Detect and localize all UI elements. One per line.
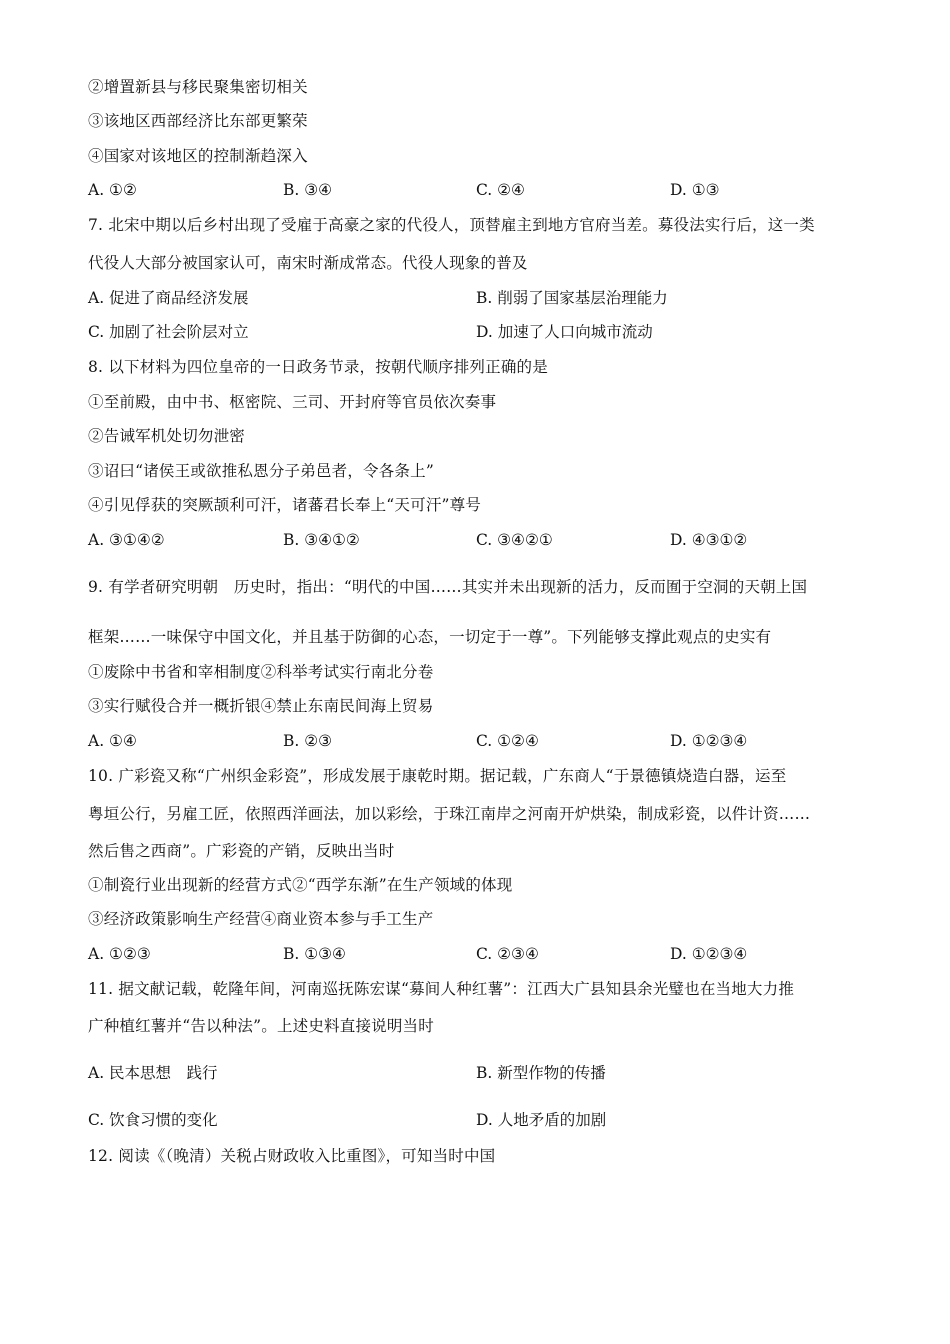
q10-stem-line-2: 粤垣公行，另雇工匠，依照西洋画法，加以彩绘，于珠江南岸之河南开炉烘染，制成彩瓷，以件计资…… (88, 805, 811, 823)
q6-option-c: C. ②④ (476, 181, 525, 199)
q8-item-1: ①至前殿，由中书、枢密院、三司、开封府等官员依次奏事 (88, 393, 497, 411)
q8-item-4: ④引见俘获的突厥颉利可汗，诸蕃君长奉上“天可汗”尊号 (88, 496, 482, 514)
q11-stem-line-2: 广种植红薯并“告以种法”。上述史料直接说明当时 (88, 1017, 434, 1035)
q7-stem-line-1: 7. 北宋中期以后乡村出现了受雇于高豪之家的代役人，顶替雇主到地方官府当差。募役法实行后，这一类 (88, 216, 815, 234)
q10-items-line-1: ①制瓷行业出现新的经营方式②“西学东渐”在生产领域的体现 (88, 876, 513, 894)
q9-option-d: D. ①②③④ (670, 732, 748, 750)
q11-option-b: B. 新型作物的传播 (476, 1064, 606, 1082)
q7-option-b: B. 削弱了国家基层治理能力 (476, 289, 668, 307)
q8-option-c: C. ③④②① (476, 531, 553, 549)
q9-items-line-1: ①废除中书省和宰相制度②科举考试实行南北分卷 (88, 663, 434, 681)
q10-items-line-2: ③经济政策影响生产经营④商业资本参与手工生产 (88, 910, 434, 928)
q6-option-b: B. ③④ (283, 181, 333, 199)
q7-stem-line-2: 代役人大部分被国家认可，南宋时渐成常态。代役人现象的普及 (88, 254, 528, 272)
q10-option-d: D. ①②③④ (670, 945, 748, 963)
q10-stem-line-3: 然后售之西商”。广彩瓷的产销，反映出当时 (88, 842, 395, 860)
q11-stem-line-1: 11. 据文献记载，乾隆年间，河南巡抚陈宏谋“募间人种红薯”：江西大广县知县余光璧也在当地大力推 (88, 980, 795, 998)
q6-option-a: A. ①② (88, 181, 137, 199)
q10-stem-line-1: 10. 广彩瓷又称“广州织金彩瓷”，形成发展于康乾时期。据记载，广东商人“于景德镇烧造白器，运至 (88, 767, 787, 785)
q9-stem-line-1: 9. 有学者研究明朝 历史时，指出：“明代的中国……其实并未出现新的活力，反而囿于空洞的天朝上国 (88, 578, 808, 596)
q7-option-c: C. 加剧了社会阶层对立 (88, 323, 249, 341)
q6-item-4: ④国家对该地区的控制渐趋深入 (88, 147, 308, 165)
q9-option-a: A. ①④ (88, 732, 137, 750)
q6-option-d: D. ①③ (670, 181, 720, 199)
q9-option-b: B. ②③ (283, 732, 333, 750)
q8-option-b: B. ③④①② (283, 531, 360, 549)
q8-option-a: A. ③①④② (88, 531, 165, 549)
q11-option-c: C. 饮食习惯的变化 (88, 1111, 218, 1129)
q6-item-3: ③该地区西部经济比东部更繁荣 (88, 112, 308, 130)
q12-stem: 12. 阅读《（晚清）关税占财政收入比重图》，可知当时中国 (88, 1147, 496, 1165)
q6-item-2: ②增置新县与移民聚集密切相关 (88, 78, 308, 96)
q9-option-c: C. ①②④ (476, 732, 539, 750)
q9-items-line-2: ③实行赋役合并一概折银④禁止东南民间海上贸易 (88, 697, 434, 715)
q8-item-2: ②告诫军机处切勿泄密 (88, 427, 246, 445)
q8-stem: 8. 以下材料为四位皇帝的一日政务节录，按朝代顺序排列正确的是 (88, 358, 548, 376)
q10-option-b: B. ①③④ (283, 945, 346, 963)
q10-option-a: A. ①②③ (88, 945, 151, 963)
q11-option-d: D. 人地矛盾的加剧 (476, 1111, 607, 1129)
q8-item-3: ③诏曰“诸侯王或欲推私恩分子弟邑者，令各条上” (88, 462, 434, 480)
q7-option-a: A. 促进了商品经济发展 (88, 289, 249, 307)
q10-option-c: C. ②③④ (476, 945, 539, 963)
q11-option-a: A. 民本思想 践行 (88, 1064, 218, 1082)
q9-stem-line-2: 框架……一味保守中国文化，并且基于防御的心态，一切定于一尊”。下列能够支撑此观点的史实有 (88, 628, 772, 646)
q7-option-d: D. 加速了人口向城市流动 (476, 323, 653, 341)
q8-option-d: D. ④③①② (670, 531, 748, 549)
